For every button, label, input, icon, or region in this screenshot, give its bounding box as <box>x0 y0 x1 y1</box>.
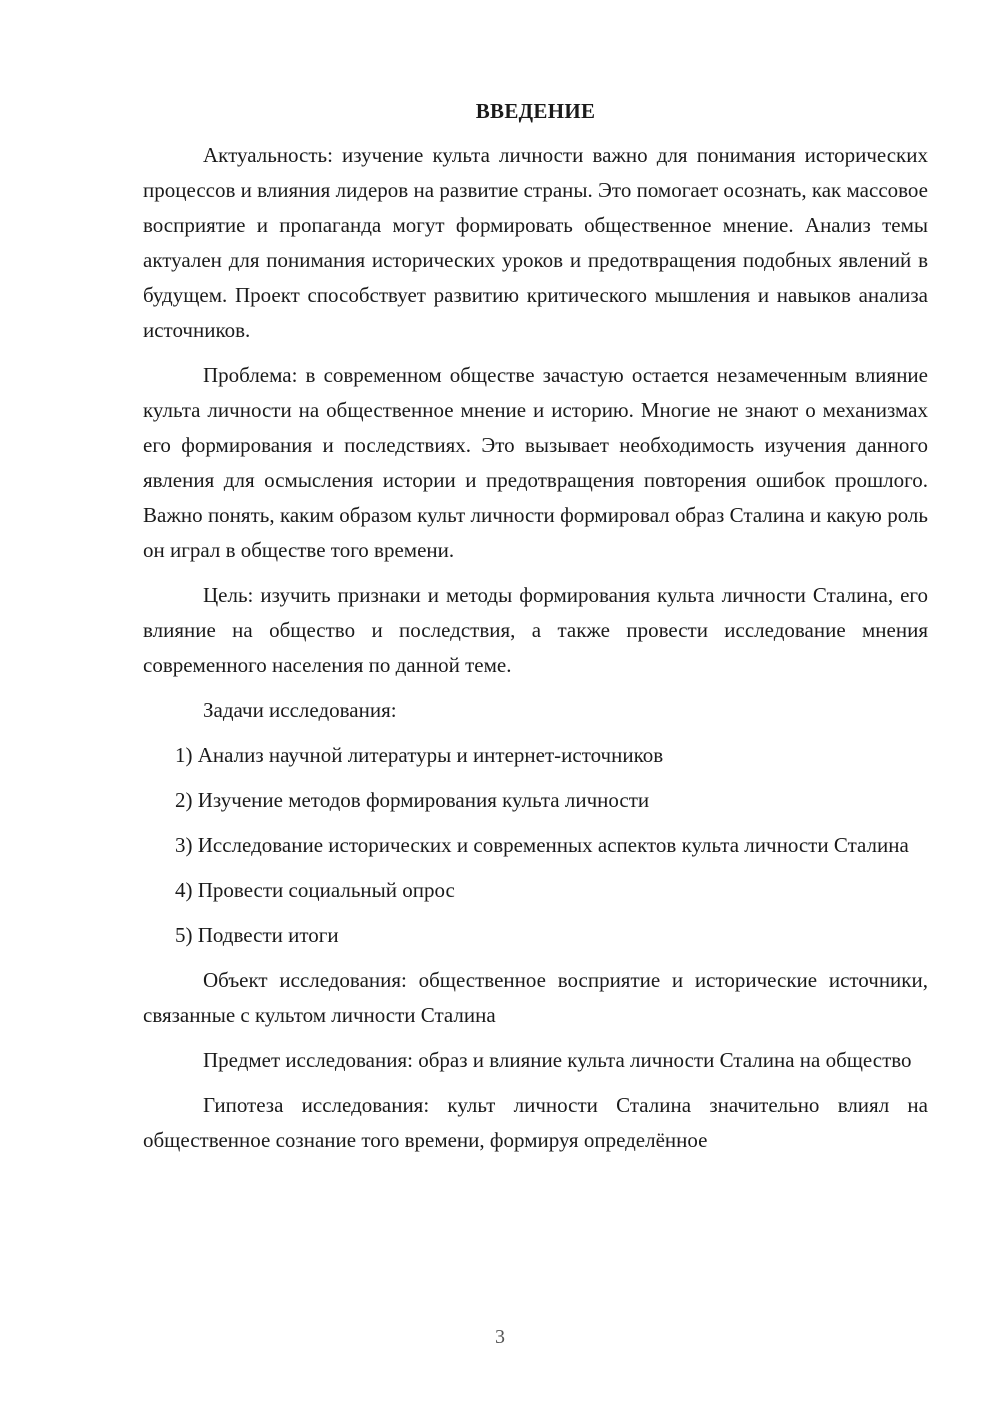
document-page <box>143 96 928 1168</box>
tasks-heading: Задачи исследования: <box>203 698 397 722</box>
subject-paragraph: Предмет исследования: образ и влияние культа личности Сталина на общество <box>203 1048 912 1072</box>
task-item-2: 2) Изучение методов формирования культа личности <box>175 788 650 812</box>
section-heading: ВВЕДЕНИЕ <box>475 99 596 123</box>
problem-paragraph: Проблема: в современном обществе зачастую остается незамеченным влияние культа личности на общественное мнение и историю. Многие не знают о механизмах его формирования и последствиях. Это вызывает необходимость изучения данного явления для осмысления истории и предотвращения повторения ошибок прошлого. Важно понять, каким образом культ личности формировал образ Сталина и какую роль он играл в обществе того времени. <box>143 363 928 562</box>
task-item-5: 5) Подвести итоги <box>175 923 339 947</box>
object-paragraph: Объект исследования: общественное восприятие и исторические источники, связанные с культом личности Сталина <box>143 968 928 1027</box>
task-item-1: 1) Анализ научной литературы и интернет-источников <box>175 743 664 767</box>
page-number: 3 <box>495 1326 505 1348</box>
goal-paragraph: Цель: изучить признаки и методы формирования культа личности Сталина, его влияние на общество и последствия, а также провести исследование мнения современного населения по данной теме. <box>143 583 928 677</box>
task-item-4: 4) Провести социальный опрос <box>175 878 455 902</box>
relevance-paragraph: Актуальность: изучение культа личности важно для понимания исторических процессов и влияния лидеров на развитие страны. Это помогает осознать, как массовое восприятие и пропаганда могут формировать общественное мнение. Анализ темы актуален для понимания исторических уроков и предотвращения подобных явлений в будущем. Проект способствует развитию критического мышления и навыков анализа источников. <box>143 143 928 342</box>
hypothesis-paragraph: Гипотеза исследования: культ личности Сталина значительно влиял на общественное сознание того времени, формируя определённое <box>143 1093 928 1152</box>
task-item-3: 3) Исследование исторических и современных аспектов культа личности Сталина <box>175 833 909 857</box>
